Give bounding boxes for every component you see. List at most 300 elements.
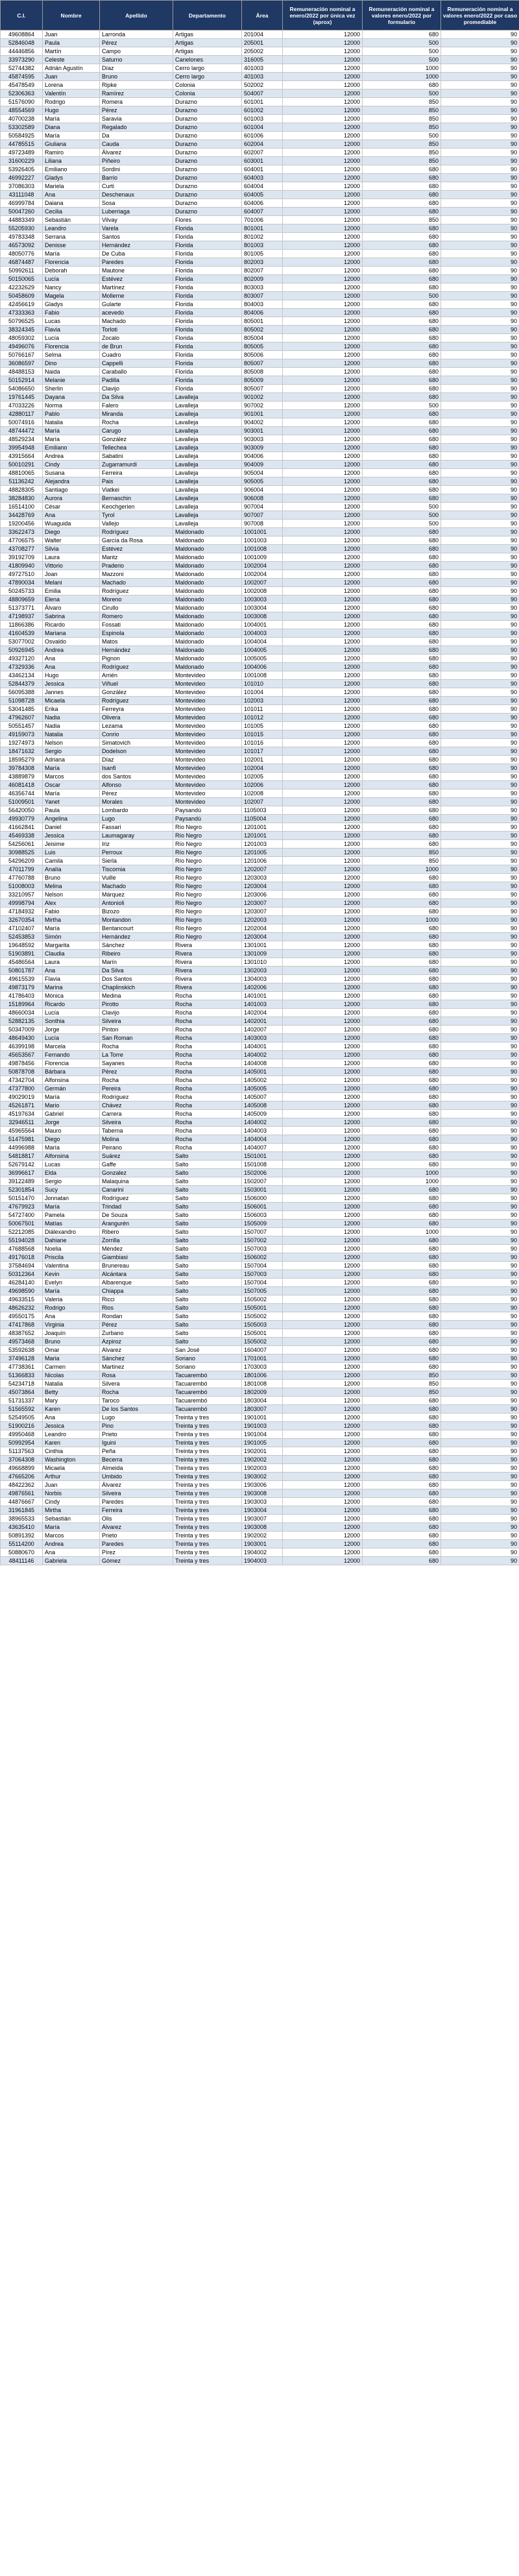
cell-area: 1403003 [242, 1034, 283, 1042]
cell-remuneracion-promediable: 90 [441, 579, 519, 587]
cell-nombre: Lucía [43, 275, 100, 283]
cell-ci: 54727400 [1, 1211, 43, 1220]
cell-remuneracion-promediable: 90 [441, 975, 519, 983]
cell-apellido: Martínez [100, 283, 173, 292]
cell-remuneracion-formulario: 500 [363, 56, 441, 64]
cell-area: 1904002 [242, 1548, 283, 1557]
cell-ci: 51731337 [1, 1397, 43, 1405]
cell-remuneracion-promediable: 90 [441, 1161, 519, 1169]
cell-nombre: Dahiane [43, 1236, 100, 1245]
cell-nombre: César [43, 503, 100, 511]
cell-ci: 49176018 [1, 1253, 43, 1262]
cell-remuneracion-formulario: 680 [363, 1076, 441, 1085]
cell-apellido: Mantz [100, 553, 173, 562]
table-row [1, 655, 519, 663]
cell-remuneracion-unica: 12000 [283, 1135, 363, 1144]
cell-remuneracion-promediable: 90 [441, 300, 519, 309]
cell-ci: 31961845 [1, 1506, 43, 1515]
cell-remuneracion-formulario: 680 [363, 1405, 441, 1414]
cell-remuneracion-promediable: 90 [441, 47, 519, 56]
cell-remuneracion-promediable: 90 [441, 267, 519, 275]
cell-departamento: Montevideo [173, 781, 242, 789]
cell-apellido: Dos Santos [100, 975, 173, 983]
cell-remuneracion-unica: 12000 [283, 1228, 363, 1236]
cell-remuneracion-promediable: 90 [441, 612, 519, 621]
cell-ci: 53077002 [1, 638, 43, 646]
cell-area: 601006 [242, 132, 283, 140]
cell-remuneracion-formulario: 500 [363, 132, 441, 140]
table-row [1, 149, 519, 157]
cell-ci: 50245733 [1, 587, 43, 596]
cell-apellido: Torloti [100, 326, 173, 334]
cell-remuneracion-formulario: 680 [363, 680, 441, 688]
cell-nombre: Lucía [43, 334, 100, 343]
cell-apellido: Da Silva [100, 393, 173, 402]
cell-remuneracion-promediable: 90 [441, 688, 519, 697]
cell-remuneracion-formulario: 680 [363, 714, 441, 722]
cell-area: 205001 [242, 39, 283, 47]
cell-area: 1507002 [242, 1236, 283, 1245]
cell-nombre: Jeisime [43, 840, 100, 849]
cell-ci: 15189964 [1, 1000, 43, 1009]
cell-area: 1202004 [242, 924, 283, 933]
cell-remuneracion-unica: 12000 [283, 992, 363, 1000]
cell-departamento: Lavalleja [173, 444, 242, 452]
cell-area: 102001 [242, 756, 283, 764]
table-row [1, 444, 519, 452]
cell-apellido: Gonzalez [100, 1169, 173, 1177]
table-row [1, 1253, 519, 1262]
cell-remuneracion-unica: 12000 [283, 233, 363, 241]
cell-nombre: Joaquín [43, 1329, 100, 1338]
cell-departamento: Maldonado [173, 587, 242, 596]
cell-ci: 47890034 [1, 579, 43, 587]
cell-remuneracion-unica: 12000 [283, 216, 363, 224]
cell-ci: 44446856 [1, 47, 43, 56]
cell-remuneracion-promediable: 90 [441, 461, 519, 469]
cell-remuneracion-promediable: 90 [441, 140, 519, 149]
cell-remuneracion-promediable: 90 [441, 216, 519, 224]
cell-remuneracion-promediable: 90 [441, 562, 519, 570]
table-row [1, 891, 519, 899]
cell-departamento: Treinta y tres [173, 1515, 242, 1523]
cell-remuneracion-unica: 12000 [283, 359, 363, 368]
cell-departamento: Salto [173, 1245, 242, 1253]
cell-nombre: Ana [43, 663, 100, 671]
cell-departamento: Montevideo [173, 739, 242, 747]
cell-area: 1404001 [242, 1042, 283, 1051]
cell-ci: 52882135 [1, 1017, 43, 1026]
cell-nombre: María [43, 924, 100, 933]
cell-remuneracion-unica: 12000 [283, 1473, 363, 1481]
cell-nombre: Marcela [43, 1042, 100, 1051]
cell-ci: 45653567 [1, 1051, 43, 1059]
cell-remuneracion-promediable: 90 [441, 1473, 519, 1481]
cell-apellido: acevedo [100, 309, 173, 317]
cell-remuneracion-unica: 12000 [283, 553, 363, 562]
cell-apellido: Rios [100, 1304, 173, 1312]
cell-area: 1507003 [242, 1270, 283, 1279]
cell-area: 1901003 [242, 1422, 283, 1430]
cell-area: 1902002 [242, 1532, 283, 1540]
cell-nombre: Andrea [43, 452, 100, 461]
cell-nombre: Dayana [43, 393, 100, 402]
table-row [1, 343, 519, 351]
cell-remuneracion-promediable: 90 [441, 798, 519, 806]
cell-remuneracion-promediable: 90 [441, 199, 519, 208]
cell-remuneracion-formulario: 680 [363, 1363, 441, 1371]
cell-ci: 49668899 [1, 1464, 43, 1473]
cell-remuneracion-unica: 12000 [283, 1464, 363, 1473]
cell-area: 905005 [242, 477, 283, 486]
cell-departamento: Montevideo [173, 773, 242, 781]
table-row [1, 123, 519, 132]
cell-remuneracion-formulario: 680 [363, 1422, 441, 1430]
cell-ci: 46874487 [1, 258, 43, 267]
cell-nombre: Leandro [43, 224, 100, 233]
cell-remuneracion-promediable: 90 [441, 967, 519, 975]
cell-remuneracion-promediable: 90 [441, 1329, 519, 1338]
cell-nombre: Gladys [43, 300, 100, 309]
cell-ci: 31600229 [1, 157, 43, 165]
cell-ci: 50152914 [1, 376, 43, 385]
cell-remuneracion-formulario: 680 [363, 1203, 441, 1211]
cell-remuneracion-unica: 12000 [283, 334, 363, 343]
cell-remuneracion-unica: 12000 [283, 730, 363, 739]
cell-departamento: Soriano [173, 1354, 242, 1363]
table-row [1, 579, 519, 587]
cell-departamento: Salto [173, 1211, 242, 1220]
cell-departamento: Lavalleja [173, 477, 242, 486]
cell-area: 1404003 [242, 1127, 283, 1135]
cell-nombre: Omar [43, 1346, 100, 1354]
cell-nombre: Diálexandro [43, 1228, 100, 1236]
cell-remuneracion-unica: 12000 [283, 503, 363, 511]
cell-remuneracion-formulario: 680 [363, 612, 441, 621]
cell-area: 1004004 [242, 638, 283, 646]
cell-remuneracion-unica: 12000 [283, 1059, 363, 1068]
table-row [1, 174, 519, 182]
cell-remuneracion-promediable: 90 [441, 806, 519, 815]
cell-ci: 47333363 [1, 309, 43, 317]
table-row [1, 815, 519, 823]
cell-remuneracion-unica: 12000 [283, 376, 363, 385]
cell-remuneracion-promediable: 90 [441, 275, 519, 283]
cell-apellido: De Cuba [100, 250, 173, 258]
cell-remuneracion-formulario: 680 [363, 81, 441, 90]
table-row [1, 1388, 519, 1397]
cell-departamento: Salto [173, 1270, 242, 1279]
cell-remuneracion-unica: 12000 [283, 612, 363, 621]
table-row [1, 739, 519, 747]
cell-ci: 47329336 [1, 663, 43, 671]
cell-nombre: Liliana [43, 157, 100, 165]
cell-remuneracion-promediable: 90 [441, 1270, 519, 1279]
cell-departamento: Rivera [173, 975, 242, 983]
table-row [1, 224, 519, 233]
cell-apellido: Dodelson [100, 747, 173, 756]
cell-remuneracion-promediable: 90 [441, 359, 519, 368]
cell-ci: 48059302 [1, 334, 43, 343]
cell-apellido: Rodríguez [100, 587, 173, 596]
cell-remuneracion-promediable: 90 [441, 1439, 519, 1447]
cell-departamento: Lavalleja [173, 486, 242, 494]
cell-apellido: Espinola [100, 629, 173, 638]
cell-nombre: Claudia [43, 950, 100, 958]
cell-area: 1506003 [242, 1211, 283, 1220]
cell-nombre: Jessica [43, 1422, 100, 1430]
table-row [1, 1430, 519, 1439]
cell-remuneracion-unica: 12000 [283, 174, 363, 182]
cell-remuneracion-unica: 12000 [283, 1481, 363, 1489]
cell-remuneracion-unica: 12000 [283, 317, 363, 326]
cell-remuneracion-promediable: 90 [441, 789, 519, 798]
cell-ci: 49783348 [1, 233, 43, 241]
cell-remuneracion-promediable: 90 [441, 1253, 519, 1262]
cell-remuneracion-unica: 12000 [283, 343, 363, 351]
cell-remuneracion-promediable: 90 [441, 638, 519, 646]
cell-departamento: Lavalleja [173, 435, 242, 444]
cell-remuneracion-formulario: 680 [363, 174, 441, 182]
cell-area: 1502006 [242, 1169, 283, 1177]
cell-remuneracion-formulario: 680 [363, 410, 441, 418]
cell-departamento: Maldonado [173, 536, 242, 545]
cell-nombre: Alex [43, 899, 100, 908]
cell-remuneracion-unica: 12000 [283, 638, 363, 646]
cell-remuneracion-formulario: 680 [363, 992, 441, 1000]
cell-remuneracion-unica: 12000 [283, 224, 363, 233]
table-row [1, 1295, 519, 1304]
cell-remuneracion-promediable: 90 [441, 376, 519, 385]
cell-remuneracion-unica: 12000 [283, 1515, 363, 1523]
cell-departamento: Río Negro [173, 933, 242, 941]
cell-remuneracion-formulario: 500 [363, 47, 441, 56]
cell-apellido: Romera [100, 98, 173, 106]
cell-remuneracion-unica: 12000 [283, 823, 363, 832]
cell-area: 1507004 [242, 1262, 283, 1270]
cell-departamento: Florida [173, 376, 242, 385]
cell-apellido: Silveira [100, 1118, 173, 1127]
cell-area: 1003003 [242, 596, 283, 604]
cell-departamento: Tacuarembó [173, 1388, 242, 1397]
table-row [1, 115, 519, 123]
table-row [1, 1152, 519, 1161]
cell-remuneracion-formulario: 680 [363, 241, 441, 250]
cell-departamento: Montevideo [173, 722, 242, 730]
cell-departamento: Maldonado [173, 604, 242, 612]
cell-remuneracion-promediable: 90 [441, 250, 519, 258]
cell-departamento: Maldonado [173, 562, 242, 570]
table-row [1, 1354, 519, 1363]
cell-remuneracion-promediable: 90 [441, 840, 519, 849]
cell-area: 102005 [242, 773, 283, 781]
cell-ci: 51475981 [1, 1135, 43, 1144]
cell-remuneracion-formulario: 680 [363, 1456, 441, 1464]
cell-remuneracion-unica: 12000 [283, 882, 363, 891]
cell-remuneracion-formulario: 680 [363, 1110, 441, 1118]
cell-nombre: Virginia [43, 1321, 100, 1329]
table-row [1, 1498, 519, 1506]
cell-nombre: Leandro [43, 1430, 100, 1439]
cell-departamento: Florida [173, 385, 242, 393]
cell-ci: 48828305 [1, 486, 43, 494]
cell-remuneracion-formulario: 680 [363, 1354, 441, 1363]
cell-nombre: Jessica [43, 832, 100, 840]
cell-ci: 45073864 [1, 1388, 43, 1397]
cell-remuneracion-promediable: 90 [441, 410, 519, 418]
cell-remuneracion-unica: 12000 [283, 545, 363, 553]
cell-remuneracion-promediable: 90 [441, 1515, 519, 1523]
cell-area: 1405008 [242, 1101, 283, 1110]
cell-remuneracion-unica: 12000 [283, 899, 363, 908]
cell-area: 201004 [242, 30, 283, 39]
cell-area: 701006 [242, 216, 283, 224]
cell-apellido: Méndez [100, 1245, 173, 1253]
cell-ci: 51098728 [1, 697, 43, 705]
cell-ci: 48809659 [1, 596, 43, 604]
cell-nombre: Natalia [43, 730, 100, 739]
cell-remuneracion-unica: 12000 [283, 697, 363, 705]
cell-ci: 48488153 [1, 368, 43, 376]
cell-ci: 46573092 [1, 241, 43, 250]
cell-departamento: Florida [173, 326, 242, 334]
cell-remuneracion-unica: 12000 [283, 309, 363, 317]
cell-remuneracion-promediable: 90 [441, 1380, 519, 1388]
cell-remuneracion-formulario: 680 [363, 874, 441, 882]
cell-ci: 50796525 [1, 317, 43, 326]
cell-ci: 53041485 [1, 705, 43, 714]
cell-departamento: Florida [173, 233, 242, 241]
cell-remuneracion-promediable: 90 [441, 1414, 519, 1422]
cell-ci: 48660034 [1, 1009, 43, 1017]
cell-apellido: Bruno [100, 73, 173, 81]
cell-departamento: Rocha [173, 1118, 242, 1127]
cell-remuneracion-unica: 12000 [283, 1456, 363, 1464]
cell-area: 604007 [242, 208, 283, 216]
cell-remuneracion-unica: 12000 [283, 326, 363, 334]
cell-area: 805007 [242, 385, 283, 393]
cell-departamento: Lavalleja [173, 402, 242, 410]
cell-nombre: Camila [43, 857, 100, 865]
cell-nombre: María [43, 1093, 100, 1101]
cell-departamento: Rocha [173, 992, 242, 1000]
cell-remuneracion-unica: 12000 [283, 1304, 363, 1312]
cell-ci: 48422362 [1, 1481, 43, 1489]
cell-nombre: Priscila [43, 1253, 100, 1262]
table-row [1, 208, 519, 216]
cell-ci: 45197634 [1, 1110, 43, 1118]
cell-nombre: Mirtha [43, 1506, 100, 1515]
cell-apellido: Silvera [100, 1380, 173, 1388]
cell-remuneracion-promediable: 90 [441, 629, 519, 638]
cell-nombre: Sucy [43, 1186, 100, 1194]
table-row [1, 233, 519, 241]
cell-departamento: Rocha [173, 1110, 242, 1118]
table-row [1, 486, 519, 494]
table-row [1, 612, 519, 621]
cell-ci: 50047260 [1, 208, 43, 216]
cell-nombre: Nadia [43, 714, 100, 722]
cell-remuneracion-unica: 12000 [283, 452, 363, 461]
table-row [1, 832, 519, 840]
cell-departamento: Maldonado [173, 596, 242, 604]
cell-remuneracion-unica: 12000 [283, 1447, 363, 1456]
cell-apellido: Olis [100, 1515, 173, 1523]
cell-nombre: Giuliana [43, 140, 100, 149]
cell-area: 1507003 [242, 1245, 283, 1253]
cell-departamento: Montevideo [173, 697, 242, 705]
cell-apellido: Hernández [100, 933, 173, 941]
cell-nombre: Daniel [43, 823, 100, 832]
cell-remuneracion-formulario: 680 [363, 815, 441, 823]
cell-ci: 48411146 [1, 1557, 43, 1565]
cell-area: 1901004 [242, 1430, 283, 1439]
cell-nombre: Karen [43, 1405, 100, 1414]
cell-area: 805008 [242, 368, 283, 376]
cell-area: 1202007 [242, 865, 283, 874]
cell-remuneracion-unica: 12000 [283, 739, 363, 747]
cell-ci: 50584925 [1, 132, 43, 140]
cell-remuneracion-unica: 12000 [283, 241, 363, 250]
cell-remuneracion-unica: 12000 [283, 1262, 363, 1270]
cell-nombre: Mary [43, 1397, 100, 1405]
cell-remuneracion-formulario: 680 [363, 621, 441, 629]
table-row [1, 1346, 519, 1354]
cell-remuneracion-promediable: 90 [441, 283, 519, 292]
table-row [1, 975, 519, 983]
table-row [1, 1059, 519, 1068]
cell-remuneracion-unica: 12000 [283, 671, 363, 680]
cell-nombre: María [43, 250, 100, 258]
cell-apellido: Santos [100, 233, 173, 241]
cell-remuneracion-promediable: 90 [441, 528, 519, 536]
cell-remuneracion-promediable: 90 [441, 722, 519, 730]
cell-departamento: Rivera [173, 958, 242, 967]
cell-ci: 54234718 [1, 1380, 43, 1388]
cell-remuneracion-promediable: 90 [441, 477, 519, 486]
cell-area: 102004 [242, 764, 283, 773]
table-row [1, 410, 519, 418]
cell-ci: 43111048 [1, 191, 43, 199]
table-row [1, 1177, 519, 1186]
cell-area: 907004 [242, 503, 283, 511]
cell-apellido: Curti [100, 182, 173, 191]
cell-remuneracion-formulario: 850 [363, 849, 441, 857]
table-row [1, 849, 519, 857]
table-row [1, 30, 519, 39]
cell-remuneracion-unica: 12000 [283, 874, 363, 882]
cell-remuneracion-formulario: 680 [363, 469, 441, 477]
table-row [1, 747, 519, 756]
cell-remuneracion-promediable: 90 [441, 191, 519, 199]
cell-apellido: Álvarez [100, 149, 173, 157]
cell-remuneracion-promediable: 90 [441, 1236, 519, 1245]
cell-ci: 42880117 [1, 410, 43, 418]
cell-area: 101016 [242, 739, 283, 747]
cell-remuneracion-promediable: 90 [441, 1127, 519, 1135]
cell-remuneracion-formulario: 680 [363, 224, 441, 233]
cell-remuneracion-formulario: 680 [363, 1439, 441, 1447]
cell-apellido: Hernández [100, 241, 173, 250]
cell-remuneracion-formulario: 680 [363, 208, 441, 216]
cell-apellido: Lugo [100, 1414, 173, 1422]
cell-apellido: Simatovich [100, 739, 173, 747]
cell-nombre: Jorge [43, 1118, 100, 1127]
cell-nombre: Fabio [43, 908, 100, 916]
cell-nombre: Nelson [43, 891, 100, 899]
cell-nombre: Simón [43, 933, 100, 941]
cell-nombre: Mónica [43, 992, 100, 1000]
